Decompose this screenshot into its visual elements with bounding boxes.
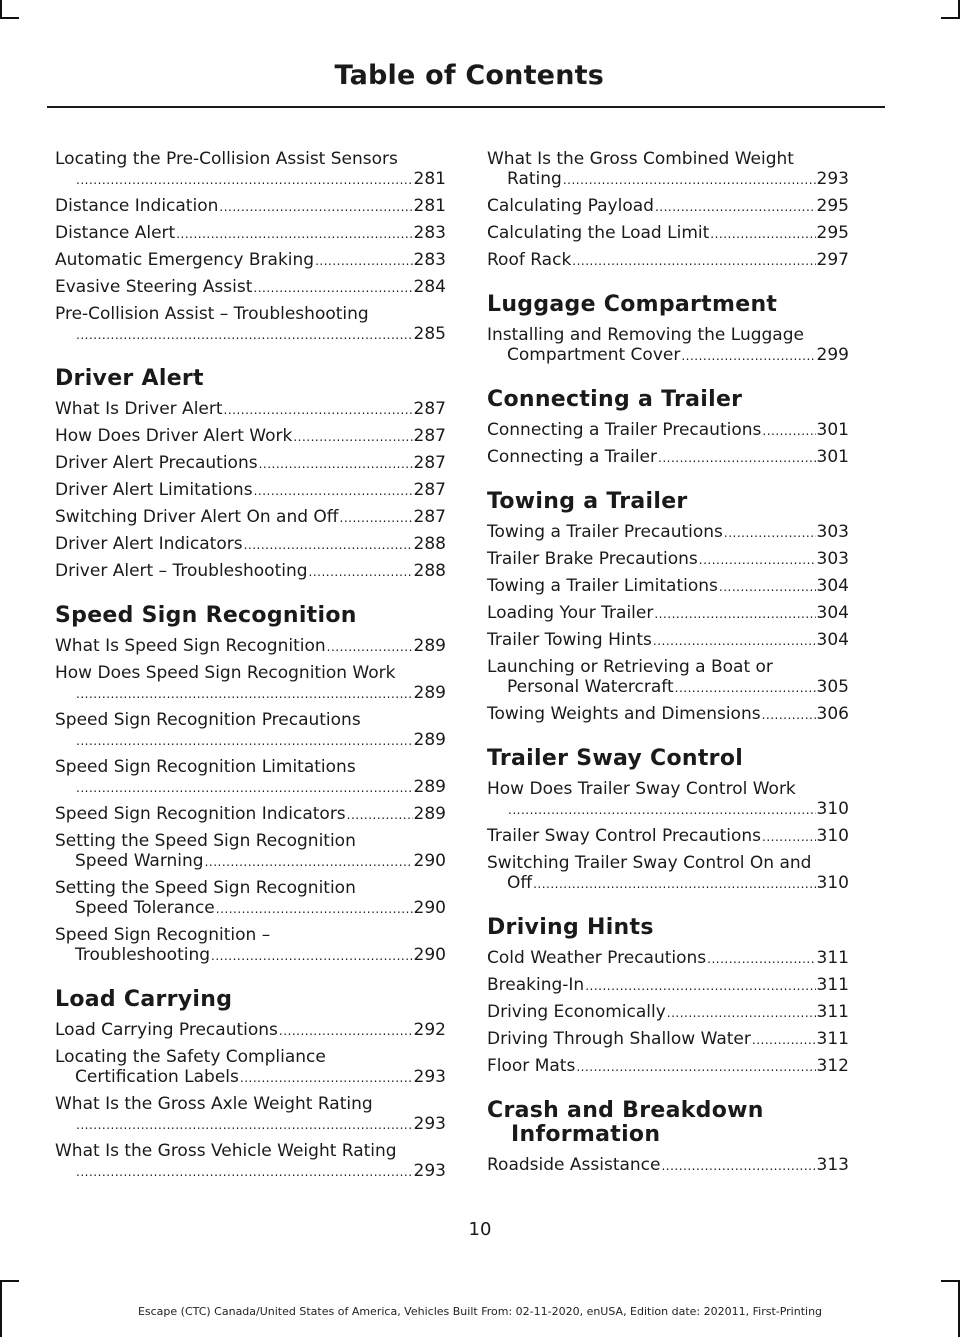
toc-entry[interactable] — [487, 250, 849, 271]
toc-entry-row — [55, 1161, 446, 1182]
toc-entry-row — [55, 730, 446, 751]
toc-entry-row — [487, 1056, 849, 1077]
toc-page-number: 313 — [816, 1155, 849, 1175]
toc-page-number: 310 — [816, 873, 849, 893]
toc-entry-row — [55, 1020, 446, 1041]
toc-entry-title: Automatic Emergency Braking — [55, 250, 315, 270]
toc-entry-title: Setting the Speed Sign Recognition — [55, 831, 356, 851]
toc-entry-title: Driving Through Shallow Water — [487, 1029, 751, 1049]
dot-leader — [293, 426, 412, 447]
section-heading-text: Towing a Trailer — [487, 489, 688, 514]
dot-leader — [315, 250, 412, 271]
toc-entry[interactable] — [487, 657, 849, 698]
toc-entry-title: Launching or Retrieving a Boat or — [487, 657, 773, 677]
toc-entry-title: Distance Indication — [55, 196, 219, 216]
toc-entry-title: Loading Your Trailer — [487, 603, 654, 623]
toc-page-number: 289 — [413, 777, 446, 797]
toc-entry[interactable] — [487, 603, 849, 624]
toc-entry-row — [487, 1155, 849, 1176]
toc-entry[interactable] — [487, 1029, 849, 1050]
toc-entry-title: Cold Weather Precautions — [487, 948, 707, 968]
dot-leader — [76, 324, 413, 345]
toc-entry-title: Roadside Assistance — [487, 1155, 661, 1175]
toc-entry-title: Towing a Trailer Precautions — [487, 522, 723, 542]
toc-entry[interactable] — [55, 925, 446, 966]
section-heading-text: Speed Sign Recognition — [55, 603, 357, 628]
toc-entry-title: Speed Sign Recognition – — [55, 925, 271, 945]
section-heading — [487, 490, 849, 514]
toc-page-number: 311 — [816, 948, 849, 968]
toc-entry-title: Off — [507, 873, 533, 893]
toc-page-number: 287 — [413, 480, 446, 500]
dot-leader — [675, 677, 816, 698]
toc-entry-row — [487, 826, 849, 847]
toc-entry-title: Compartment Cover — [507, 345, 681, 365]
dot-leader — [76, 1114, 413, 1135]
toc-page-number: 289 — [413, 730, 446, 750]
toc-entry-row — [55, 250, 446, 271]
dot-leader — [681, 345, 815, 366]
toc-entry-title: How Does Speed Sign Recognition Work — [55, 663, 396, 683]
dot-leader — [533, 873, 815, 894]
section-heading-text: Information — [511, 1122, 661, 1147]
toc-entry[interactable] — [55, 878, 446, 919]
toc-page-number: 292 — [413, 1020, 446, 1040]
toc-entry-row — [487, 603, 849, 624]
dot-leader — [762, 704, 816, 725]
toc-entry[interactable] — [55, 196, 446, 217]
toc-entry[interactable] — [55, 1047, 446, 1088]
toc-entry[interactable] — [55, 399, 446, 420]
toc-page-number: 311 — [816, 1029, 849, 1049]
toc-page-number: 304 — [816, 603, 849, 623]
dot-leader — [762, 420, 815, 441]
toc-entry-title: Towing Weights and Dimensions — [487, 704, 761, 724]
toc-entry-title: Calculating the Load Limit — [487, 223, 710, 243]
toc-entry-row — [487, 447, 849, 468]
toc-entry-title: Speed Tolerance — [75, 898, 215, 918]
toc-entry-row — [487, 799, 849, 820]
dot-leader — [309, 561, 413, 582]
toc-entry-title: Trailer Towing Hints — [487, 630, 652, 650]
toc-entry-title: What Is Speed Sign Recognition — [55, 636, 326, 656]
toc-page-number: 297 — [816, 250, 849, 270]
toc-page-number: 312 — [816, 1056, 849, 1076]
section-heading-text: Trailer Sway Control — [487, 746, 744, 771]
toc-entry-row — [487, 549, 849, 570]
toc-entry-title: Speed Sign Recognition Indicators — [55, 804, 346, 824]
toc-page-number: 283 — [413, 250, 446, 270]
toc-entry-title: Calculating Payload — [487, 196, 654, 216]
dot-leader — [327, 636, 413, 657]
toc-entry-row — [487, 576, 849, 597]
toc-entry-row — [487, 196, 849, 217]
toc-page-number: 290 — [413, 898, 446, 918]
toc-entry-title: Personal Watercraft — [507, 677, 674, 697]
toc-page-number: 303 — [816, 522, 849, 542]
section-heading — [55, 604, 446, 628]
toc-entry-row — [487, 873, 849, 894]
toc-page-number: 299 — [816, 345, 849, 365]
dot-leader — [707, 948, 815, 969]
section-heading-text: Crash and Breakdown — [487, 1098, 764, 1123]
dot-leader — [653, 630, 816, 651]
toc-entry[interactable] — [55, 636, 446, 657]
crop-mark — [941, 17, 960, 19]
toc-entry-row — [487, 522, 849, 543]
toc-entry[interactable] — [55, 561, 446, 582]
toc-entry-row — [55, 169, 446, 190]
toc-entry[interactable] — [487, 420, 849, 441]
toc-entry-title: Certification Labels — [75, 1067, 239, 1087]
section-heading — [487, 293, 849, 317]
toc-page-number: 311 — [816, 1002, 849, 1022]
dot-leader — [76, 777, 413, 798]
toc-entry-title: What Is Driver Alert — [55, 399, 223, 419]
toc-page-number: 304 — [816, 576, 849, 596]
toc-entry-title: Rating — [507, 169, 562, 189]
toc-entry-row — [55, 426, 446, 447]
toc-entry-title: What Is the Gross Vehicle Weight Rating — [55, 1141, 397, 1161]
toc-entry[interactable] — [55, 507, 446, 528]
page-number: 10 — [468, 1219, 492, 1240]
toc-entry-title: Evasive Steering Assist — [55, 277, 253, 297]
section-heading-text: Driver Alert — [55, 366, 204, 391]
toc-entry-row — [487, 704, 849, 725]
toc-entry[interactable] — [487, 948, 849, 969]
dot-leader — [699, 549, 816, 570]
section-heading — [487, 1099, 849, 1147]
toc-entry-title: Driver Alert Indicators — [55, 534, 243, 554]
toc-entry-row — [55, 534, 446, 555]
toc-page-number: 310 — [816, 826, 849, 846]
toc-entry-title: Troubleshooting — [75, 945, 211, 965]
toc-entry-row — [487, 223, 849, 244]
section-heading — [55, 367, 446, 391]
dot-leader — [563, 169, 816, 190]
dot-leader — [655, 196, 816, 217]
toc-entry-row — [487, 345, 849, 366]
toc-entry[interactable] — [487, 149, 849, 190]
toc-page-number: 310 — [816, 799, 849, 819]
toc-entry-title: Connecting a Trailer Precautions — [487, 420, 762, 440]
dot-leader — [658, 447, 816, 468]
dot-leader — [205, 851, 413, 872]
toc-entry-title: Setting the Speed Sign Recognition — [55, 878, 356, 898]
toc-entry[interactable] — [487, 704, 849, 725]
dot-leader — [76, 1161, 413, 1182]
toc-page-number: 311 — [816, 975, 849, 995]
page-title: Table of Contents — [334, 60, 604, 91]
dot-leader — [667, 1002, 816, 1023]
toc-entry[interactable] — [55, 426, 446, 447]
toc-page-number: 293 — [413, 1161, 446, 1181]
toc-entry-row — [487, 630, 849, 651]
toc-entry[interactable] — [55, 1141, 446, 1182]
dot-leader — [254, 480, 413, 501]
toc-entry[interactable] — [487, 522, 849, 543]
toc-entry-title: Floor Mats — [487, 1056, 576, 1076]
dot-leader — [724, 522, 816, 543]
toc-page-number: 281 — [413, 196, 446, 216]
toc-page-number: 293 — [413, 1114, 446, 1134]
section-heading-text: Luggage Compartment — [487, 292, 778, 317]
toc-entry-title: Driver Alert Precautions — [55, 453, 258, 473]
toc-left-column — [55, 149, 446, 1188]
toc-entry-row — [55, 399, 446, 420]
toc-entry[interactable] — [55, 149, 446, 190]
crop-mark — [941, 1280, 960, 1282]
toc-entry-row — [55, 636, 446, 657]
dot-leader — [752, 1029, 816, 1050]
toc-entry[interactable] — [55, 277, 446, 298]
toc-page-number: 304 — [816, 630, 849, 650]
dot-leader — [224, 399, 413, 420]
toc-entry[interactable] — [487, 1056, 849, 1077]
toc-entry[interactable] — [487, 223, 849, 244]
toc-entry-row — [55, 480, 446, 501]
toc-entry-row — [55, 851, 446, 872]
toc-entry[interactable] — [487, 853, 849, 894]
toc-page-number: 283 — [413, 223, 446, 243]
toc-page-number: 295 — [816, 223, 849, 243]
dot-leader — [585, 975, 815, 996]
section-heading — [487, 388, 849, 412]
toc-page-number: 287 — [413, 453, 446, 473]
toc-page-number: 293 — [413, 1067, 446, 1087]
toc-entry-row — [55, 1114, 446, 1135]
section-heading-text: Connecting a Trailer — [487, 387, 743, 412]
toc-entry-title: Distance Alert — [55, 223, 176, 243]
toc-page-number: 290 — [413, 851, 446, 871]
toc-entry[interactable] — [487, 196, 849, 217]
toc-entry-title: How Does Trailer Sway Control Work — [487, 779, 796, 799]
toc-page-number: 287 — [413, 507, 446, 527]
toc-entry-row — [487, 1029, 849, 1050]
toc-entry-row — [55, 453, 446, 474]
toc-page-number: 306 — [816, 704, 849, 724]
dot-leader — [661, 1155, 815, 1176]
toc-entry-row — [55, 196, 446, 217]
dot-leader — [259, 453, 413, 474]
toc-entry-title: Trailer Sway Control Precautions — [487, 826, 762, 846]
toc-page-number: 289 — [413, 636, 446, 656]
toc-entry-row — [487, 420, 849, 441]
toc-entry-row — [55, 277, 446, 298]
dot-leader — [76, 730, 413, 751]
toc-entry-row — [55, 804, 446, 825]
dot-leader — [216, 898, 413, 919]
section-heading-text: Driving Hints — [487, 915, 654, 940]
toc-entry[interactable] — [55, 480, 446, 501]
toc-entry[interactable] — [55, 710, 446, 751]
dot-leader — [240, 1067, 413, 1088]
toc-entry-row — [55, 898, 446, 919]
toc-entry-title: Locating the Safety Compliance — [55, 1047, 326, 1067]
toc-page-number: 301 — [816, 420, 849, 440]
dot-leader — [654, 603, 815, 624]
toc-page-number: 290 — [413, 945, 446, 965]
toc-entry-title: Switching Driver Alert On and Off — [55, 507, 339, 527]
dot-leader — [76, 169, 413, 190]
toc-entry[interactable] — [55, 757, 446, 798]
toc-page-number: 295 — [816, 196, 849, 216]
toc-entry-title: Towing a Trailer Limitations — [487, 576, 718, 596]
dot-leader — [576, 1056, 815, 1077]
section-heading — [487, 747, 849, 771]
toc-entry-row — [55, 777, 446, 798]
toc-entry[interactable] — [487, 975, 849, 996]
toc-page-number: 288 — [413, 534, 446, 554]
section-heading-text: Load Carrying — [55, 987, 233, 1012]
toc-entry-row — [55, 324, 446, 345]
toc-entry-row — [55, 223, 446, 244]
toc-entry-row — [487, 677, 849, 698]
dot-leader — [340, 507, 413, 528]
toc-entry-title: Locating the Pre-Collision Assist Sensors — [55, 149, 398, 169]
section-heading — [55, 988, 446, 1012]
toc-entry[interactable] — [55, 453, 446, 474]
toc-page-number: 287 — [413, 426, 446, 446]
toc-page-number: 287 — [413, 399, 446, 419]
footer-text: Escape (CTC) Canada/United States of America, Vehicles Built From: 02-11-2020, enUSA, Edition date: 202011, First-Printing — [137, 1305, 823, 1318]
toc-entry-row — [55, 945, 446, 966]
dot-leader — [279, 1020, 413, 1041]
toc-entry-title: How Does Driver Alert Work — [55, 426, 293, 446]
dot-leader — [719, 576, 816, 597]
toc-entry-title: Driver Alert – Troubleshooting — [55, 561, 308, 581]
title-divider — [47, 106, 885, 108]
toc-entry-title: What Is the Gross Axle Weight Rating — [55, 1094, 373, 1114]
dot-leader — [572, 250, 815, 271]
dot-leader — [347, 804, 413, 825]
toc-page-number: 285 — [413, 324, 446, 344]
toc-entry-row — [487, 169, 849, 190]
dot-leader — [710, 223, 815, 244]
toc-entry[interactable] — [55, 1094, 446, 1135]
toc-entry-title: Load Carrying Precautions — [55, 1020, 278, 1040]
toc-entry-row — [487, 250, 849, 271]
toc-entry[interactable] — [55, 304, 446, 345]
toc-entry-title: Speed Warning — [75, 851, 204, 871]
toc-page-number: 305 — [816, 677, 849, 697]
dot-leader — [508, 799, 816, 820]
toc-page-number: 284 — [413, 277, 446, 297]
toc-entry[interactable] — [55, 1020, 446, 1041]
toc-entry-row — [55, 1067, 446, 1088]
toc-entry-row — [55, 507, 446, 528]
toc-entry-title: Pre-Collision Assist – Troubleshooting — [55, 304, 369, 324]
toc-entry-title: Roof Rack — [487, 250, 572, 270]
dot-leader — [211, 945, 413, 966]
dot-leader — [176, 223, 412, 244]
toc-entry[interactable] — [487, 779, 849, 820]
toc-entry-row — [55, 683, 446, 704]
dot-leader — [253, 277, 412, 298]
toc-entry-title: Connecting a Trailer — [487, 447, 657, 467]
crop-mark — [0, 1280, 19, 1282]
toc-entry[interactable] — [55, 663, 446, 704]
toc-entry-title: Driving Economically — [487, 1002, 666, 1022]
dot-leader — [244, 534, 413, 555]
toc-entry[interactable] — [55, 534, 446, 555]
toc-entry[interactable] — [55, 223, 446, 244]
toc-entry-title: Speed Sign Recognition Limitations — [55, 757, 356, 777]
toc-page-number: 303 — [816, 549, 849, 569]
toc-page-number: 301 — [816, 447, 849, 467]
toc-entry[interactable] — [55, 250, 446, 271]
section-heading — [487, 916, 849, 940]
dot-leader — [219, 196, 412, 217]
toc-entry-title: Driver Alert Limitations — [55, 480, 253, 500]
toc-entry-title: Installing and Removing the Luggage — [487, 325, 804, 345]
toc-entry-row — [487, 975, 849, 996]
toc-entry-title: Speed Sign Recognition Precautions — [55, 710, 361, 730]
toc-entry-row — [487, 1002, 849, 1023]
toc-right-column — [487, 149, 849, 1182]
toc-page-number: 293 — [816, 169, 849, 189]
toc-entry[interactable] — [55, 831, 446, 872]
toc-entry[interactable] — [487, 826, 849, 847]
crop-mark — [0, 17, 19, 19]
toc-entry[interactable] — [487, 447, 849, 468]
dot-leader — [76, 683, 413, 704]
toc-entry[interactable] — [487, 630, 849, 651]
toc-entry-title: Breaking-In — [487, 975, 585, 995]
toc-page-number: 289 — [413, 804, 446, 824]
toc-page-number: 281 — [413, 169, 446, 189]
toc-entry[interactable] — [55, 804, 446, 825]
dot-leader — [762, 826, 816, 847]
toc-entry-title: What Is the Gross Combined Weight — [487, 149, 794, 169]
toc-page-number: 289 — [413, 683, 446, 703]
toc-entry[interactable] — [487, 325, 849, 366]
toc-entry-row — [487, 948, 849, 969]
toc-entry[interactable] — [487, 576, 849, 597]
toc-entry[interactable] — [487, 1002, 849, 1023]
toc-entry-title: Switching Trailer Sway Control On and — [487, 853, 812, 873]
toc-entry[interactable] — [487, 1155, 849, 1176]
toc-page-number: 288 — [413, 561, 446, 581]
toc-entry[interactable] — [487, 549, 849, 570]
toc-entry-row — [55, 561, 446, 582]
toc-entry-title: Trailer Brake Precautions — [487, 549, 698, 569]
